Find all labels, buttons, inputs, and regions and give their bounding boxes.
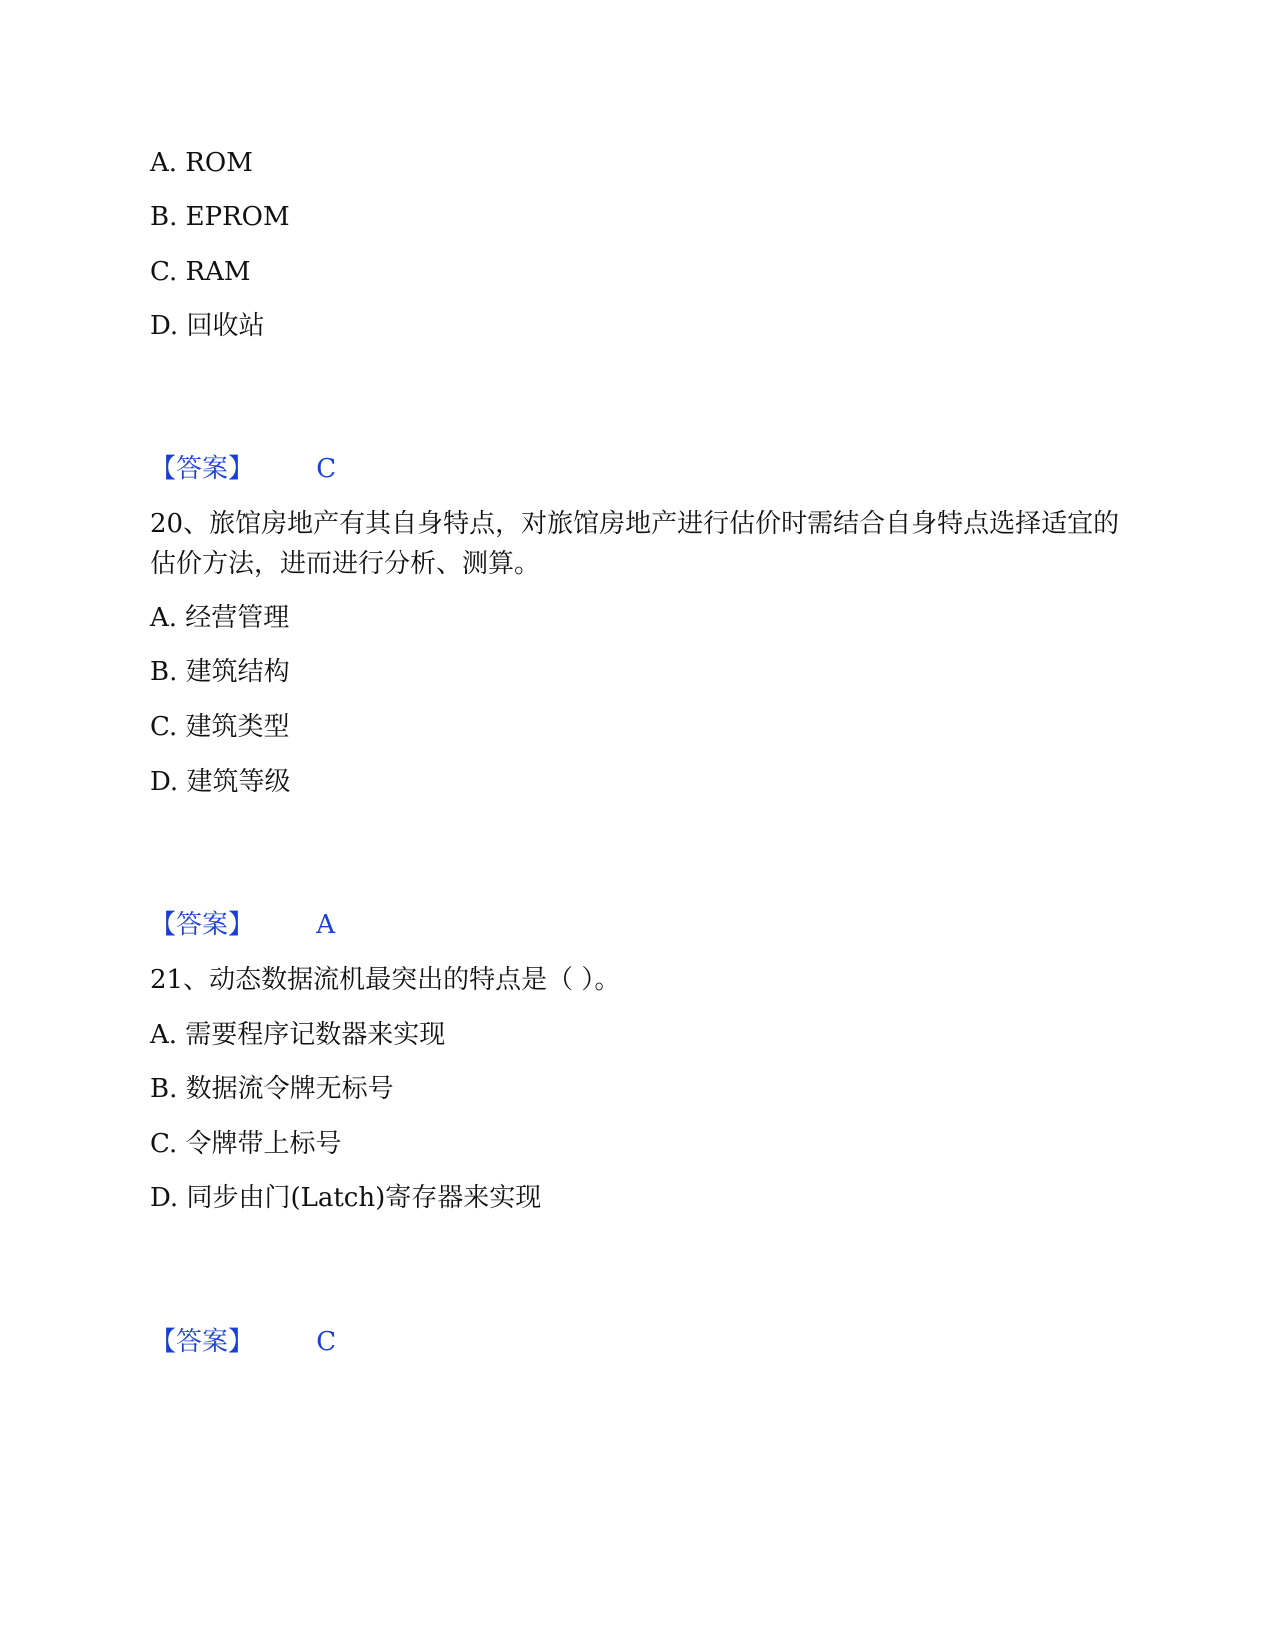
- answer-label: 【答案】: [150, 454, 255, 484]
- answer-value: C: [316, 454, 337, 484]
- q20-answer: [150, 910, 335, 940]
- q20-option-b: B. 建筑结构: [150, 657, 290, 687]
- q19-option-c: C. RAM: [150, 257, 251, 287]
- q21-option-d: D. 同步由门(Latch)寄存器来实现: [150, 1183, 542, 1213]
- q19-option-d: D. 回收站: [150, 311, 265, 341]
- q19-option-b: B. EPROM: [150, 202, 290, 232]
- answer-label: 【答案】: [150, 910, 255, 940]
- answer-value: C: [316, 1327, 337, 1357]
- q20-option-d: D. 建筑等级: [150, 767, 291, 797]
- q20-option-a: A. 经营管理: [150, 603, 290, 633]
- answer-label: 【答案】: [150, 1327, 255, 1357]
- q20-option-c: C. 建筑类型: [150, 712, 290, 742]
- q20-question: 20、旅馆房地产有其自身特点，对旅馆房地产进行估价时需结合自身特点选择适宜的估价方法，进而进行分析、测算。: [150, 509, 1120, 579]
- q21-answer: [150, 1327, 336, 1357]
- q21-option-a: A. 需要程序记数器来实现: [150, 1020, 446, 1050]
- q21-question: 21、动态数据流机最突出的特点是（ ）。: [150, 965, 621, 995]
- q19-option-a: A. ROM: [150, 148, 253, 178]
- q21-option-c: C. 令牌带上标号: [150, 1129, 342, 1159]
- q21-option-b: B. 数据流令牌无标号: [150, 1074, 394, 1104]
- answer-value: A: [316, 910, 336, 940]
- q19-answer: [150, 454, 336, 484]
